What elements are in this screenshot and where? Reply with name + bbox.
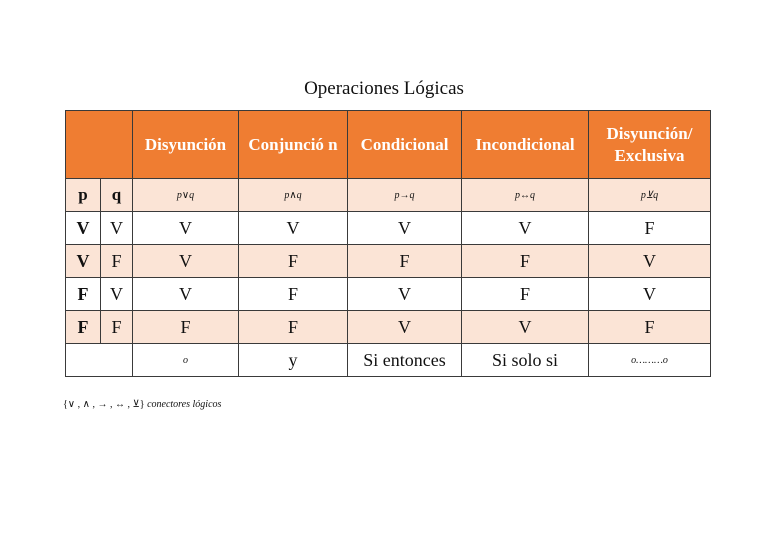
operator-row [66,179,711,212]
q-value: F [101,245,133,278]
table-row [66,245,711,278]
operator-cell: p∧q [239,179,348,212]
header-incondicional: Incondicional [462,111,589,179]
result-cell: V [133,212,239,245]
header-condicional: Condicional [348,111,462,179]
meaning-cell: o [133,344,239,377]
operator-cell: p↔q [462,179,589,212]
header-disyuncion-exclusiva: Disyunción/ Exclusiva [589,111,711,179]
result-cell: V [589,245,711,278]
footnote-text: conectores lógicos [147,399,222,410]
table-header-row [66,111,711,179]
table-row [66,212,711,245]
result-cell: V [133,278,239,311]
meaning-cell: Si solo si [462,344,589,377]
header-empty-cell [101,111,133,179]
result-cell: F [348,245,462,278]
result-cell: V [462,212,589,245]
operator-cell: p→q [348,179,462,212]
result-cell: V [348,278,462,311]
document-title: Operaciones Lógicas [304,78,464,99]
result-cell: V [133,245,239,278]
p-value: V [66,212,101,245]
footnote [63,399,221,410]
result-cell: F [462,245,589,278]
q-value: F [101,311,133,344]
q-value: V [101,212,133,245]
header-disyuncion: Disyunción [133,111,239,179]
p-value: V [66,245,101,278]
result-cell: F [589,311,711,344]
var-header-q: q [101,179,133,212]
result-cell: F [462,278,589,311]
result-cell: V [589,278,711,311]
p-value: F [66,311,101,344]
meaning-cell: o………o [589,344,711,377]
meaning-cell: y [239,344,348,377]
header-conjuncion: Conjunció n [239,111,348,179]
header-empty-cell [66,111,101,179]
result-cell: F [133,311,239,344]
result-cell: V [462,311,589,344]
meaning-cell: Si entonces [348,344,462,377]
table-row [66,278,711,311]
result-cell: V [348,212,462,245]
result-cell: F [589,212,711,245]
operator-cell: p⊻q [589,179,711,212]
p-value: F [66,278,101,311]
q-value: V [101,278,133,311]
meaning-row [66,344,711,377]
operator-cell: p∨q [133,179,239,212]
var-header-p: p [66,179,101,212]
truth-table [65,110,711,377]
result-cell: F [239,245,348,278]
table-row [66,311,711,344]
result-cell: F [239,278,348,311]
result-cell: V [348,311,462,344]
meaning-empty-cell [66,344,133,377]
result-cell: V [239,212,348,245]
result-cell: F [239,311,348,344]
connector-symbols: {∨ , ∧ , → , ↔ , ⊻} [63,399,145,410]
